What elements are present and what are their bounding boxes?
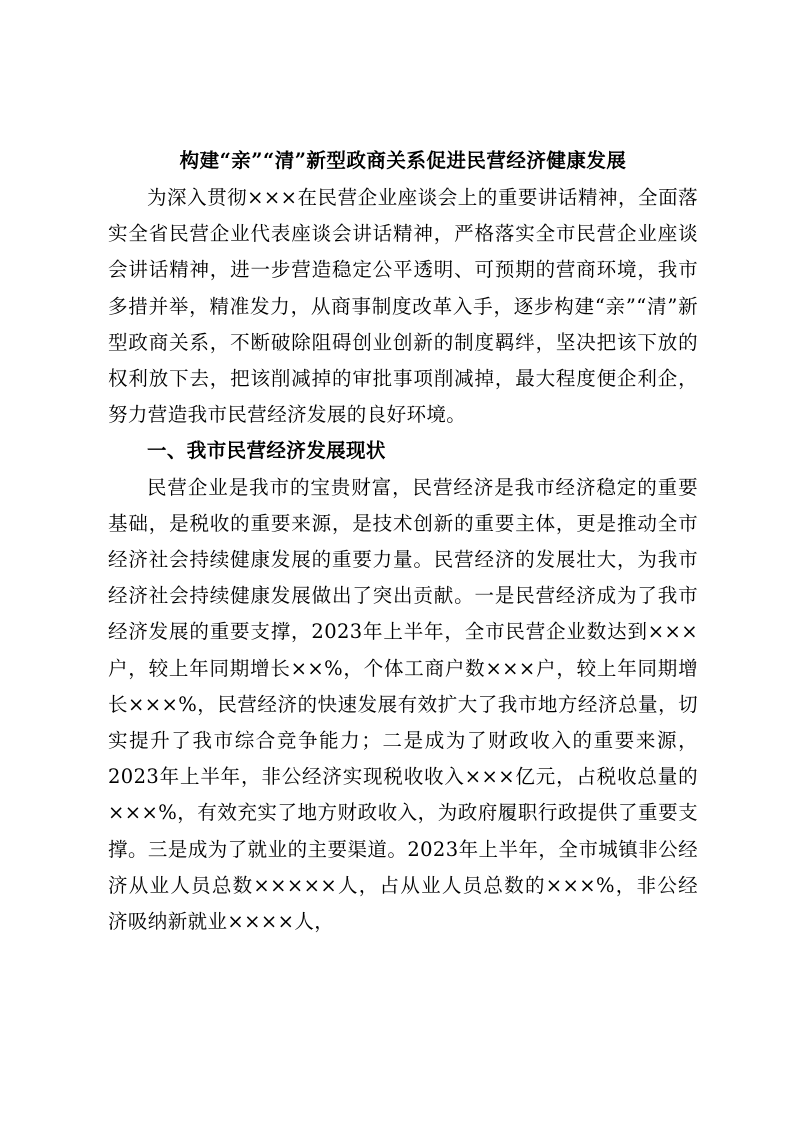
section-heading: 一、我市民营经济发展现状 [147,439,386,463]
document-title: 构建“亲”“清”新型政商关系促进民营经济健康发展 [179,149,627,172]
section-paragraph: 民营企业是我市的宝贵财富，民营经济是我市经济稳定的重要基础，是税收的重要来源，是技术创新的重要主体，更是推动全市经济社会持续健康发展的重要力量。民营经济的发展壮大，为我市经济社会持续健康发展做出了突出贡献。一是民营经济成为了我市经济发展的重要支撑，2023年上半年，全市民营企业数达到×××户，较上年同期增长××%，个体工商户数×××户，较上年同期增长×××%，民营经济的快速发展有效扩大了我市地方经济总量，切实提升了我市综合竞争能力；二是成为了财政收入的重要来源，2023年上半年，非公经济实现税收收入×××亿元，占税收总量的×××%，有效充实了地方财政收入，为政府履职行政提供了重要支撑。三是成为了就业的主要渠道。2023年上半年，全市城镇非公经济从业人员总数×××××人，占从业人员总数的×××%，非公经济吸纳新就业××××人， [108,475,698,934]
document-body [108,142,698,940]
intro-paragraph: 为深入贯彻×××在民营企业座谈会上的重要讲话精神，全面落实全省民营企业代表座谈会讲话精神，严格落实全市民营企业座谈会讲话精神，进一步营造稳定公平透明、可预期的营商环境，我市多措并举，精准发力，从商事制度改革入手，逐步构建“亲”“清”新型政商关系，不断破除阻碍创业创新的制度羁绊，坚决把该下放的权利放下去，把该削减掉的审批事项削减掉，最大程度便企利企，努力营造我市民营经济发展的良好环境。 [108,186,698,427]
